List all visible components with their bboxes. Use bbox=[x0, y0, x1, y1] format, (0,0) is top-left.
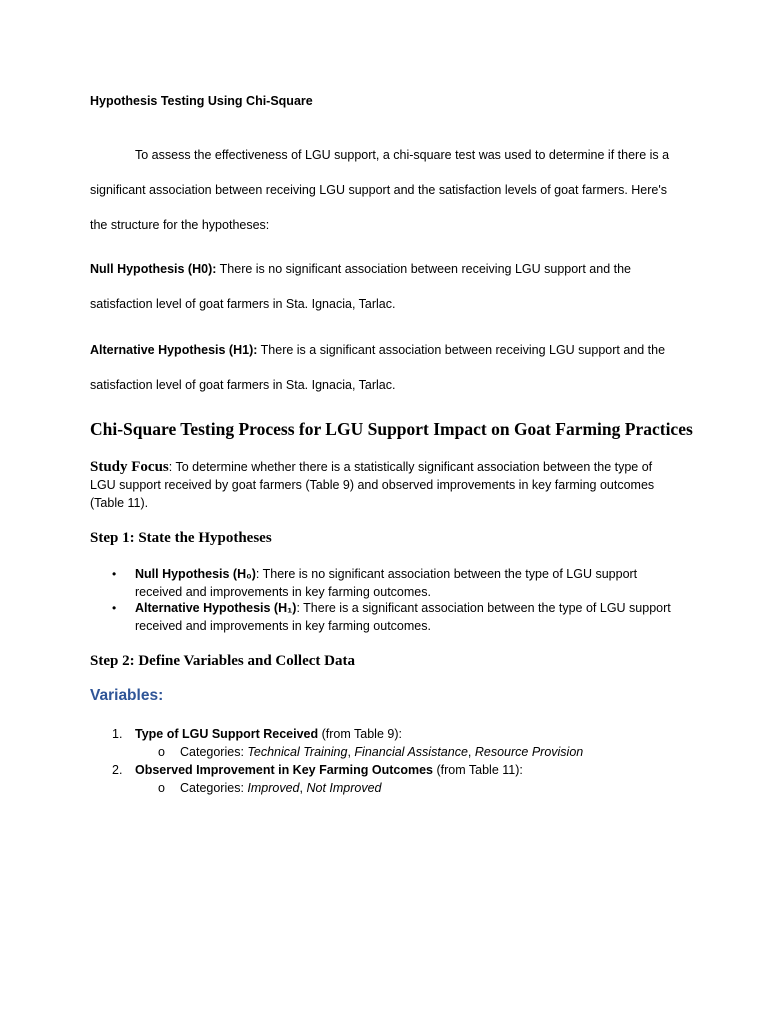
variable-source: (from Table 9): bbox=[318, 727, 402, 741]
categories-prefix: Categories: bbox=[180, 745, 248, 759]
list-item bbox=[90, 566, 680, 601]
list-item bbox=[90, 743, 680, 761]
category: Resource Provision bbox=[474, 745, 584, 759]
null-hypothesis-text: There is no significant association between receiving LGU support and the satisfaction level of goat farmers in Sta. Ignacia, Tarlac. bbox=[90, 262, 631, 311]
list-item bbox=[90, 779, 680, 797]
variable-source: (from Table 11): bbox=[433, 763, 523, 777]
null-hypothesis-paragraph bbox=[90, 252, 680, 322]
bullet-label: Alternative Hypothesis (H₁) bbox=[135, 601, 297, 615]
step2-heading: Step 2: Define Variables and Collect Data bbox=[90, 653, 355, 669]
category: Not Improved bbox=[306, 781, 382, 795]
bullet-text: : There is a significant association between the type of LGU support received and improvements in key farming outcomes. bbox=[135, 601, 671, 633]
intro-text: To assess the effectiveness of LGU support, a chi-square test was used to determine if there is a significant association between receiving LGU support and the satisfaction levels of goat farmers. Here's the structure for the hypotheses: bbox=[90, 148, 670, 232]
separator: , bbox=[299, 781, 307, 795]
bullet-icon: • bbox=[112, 567, 117, 581]
list-number: 2. bbox=[112, 763, 123, 777]
separator: , bbox=[347, 745, 355, 759]
categories-prefix: Categories: bbox=[180, 781, 248, 795]
variables-heading: Variables: bbox=[90, 687, 164, 704]
sub-bullet-icon: o bbox=[158, 781, 165, 795]
step1-heading: Step 1: State the Hypotheses bbox=[90, 530, 272, 546]
study-focus-paragraph bbox=[90, 458, 670, 512]
separator: , bbox=[467, 745, 475, 759]
sub-bullet-icon: o bbox=[158, 745, 165, 759]
list-item bbox=[90, 761, 680, 779]
null-hypothesis-label: Null Hypothesis (H0): bbox=[90, 262, 217, 276]
study-focus-label: Study Focus bbox=[90, 459, 169, 475]
alternative-hypothesis-paragraph bbox=[90, 333, 680, 403]
process-heading: Chi-Square Testing Process for LGU Support Impact on Goat Farming Practices bbox=[90, 419, 693, 439]
category: Financial Assistance bbox=[354, 745, 468, 759]
alternative-hypothesis-label: Alternative Hypothesis (H1): bbox=[90, 343, 258, 357]
category: Improved bbox=[247, 781, 300, 795]
study-focus-text: : To determine whether there is a statistically significant association between the type of LGU support received by goat farmers (Table 9) and observed improvements in key farming outcomes (Table 11). bbox=[90, 460, 655, 510]
bullet-icon: • bbox=[112, 601, 117, 615]
bullet-text: : There is no significant association between the type of LGU support received and improvements in key farming outcomes. bbox=[135, 567, 638, 599]
list-item bbox=[90, 600, 680, 635]
bullet-label: Null Hypothesis (H₀) bbox=[135, 567, 256, 581]
section-title: Hypothesis Testing Using Chi-Square bbox=[90, 94, 313, 108]
category: Technical Training bbox=[247, 745, 348, 759]
variable-label: Type of LGU Support Received bbox=[135, 727, 319, 741]
list-item bbox=[90, 725, 680, 743]
alternative-hypothesis-text: There is a significant association between receiving LGU support and the satisfaction level of goat farmers in Sta. Ignacia, Tarlac. bbox=[90, 343, 666, 392]
variable-label: Observed Improvement in Key Farming Outcomes bbox=[135, 763, 433, 777]
intro-paragraph bbox=[90, 138, 680, 243]
list-number: 1. bbox=[112, 727, 123, 741]
